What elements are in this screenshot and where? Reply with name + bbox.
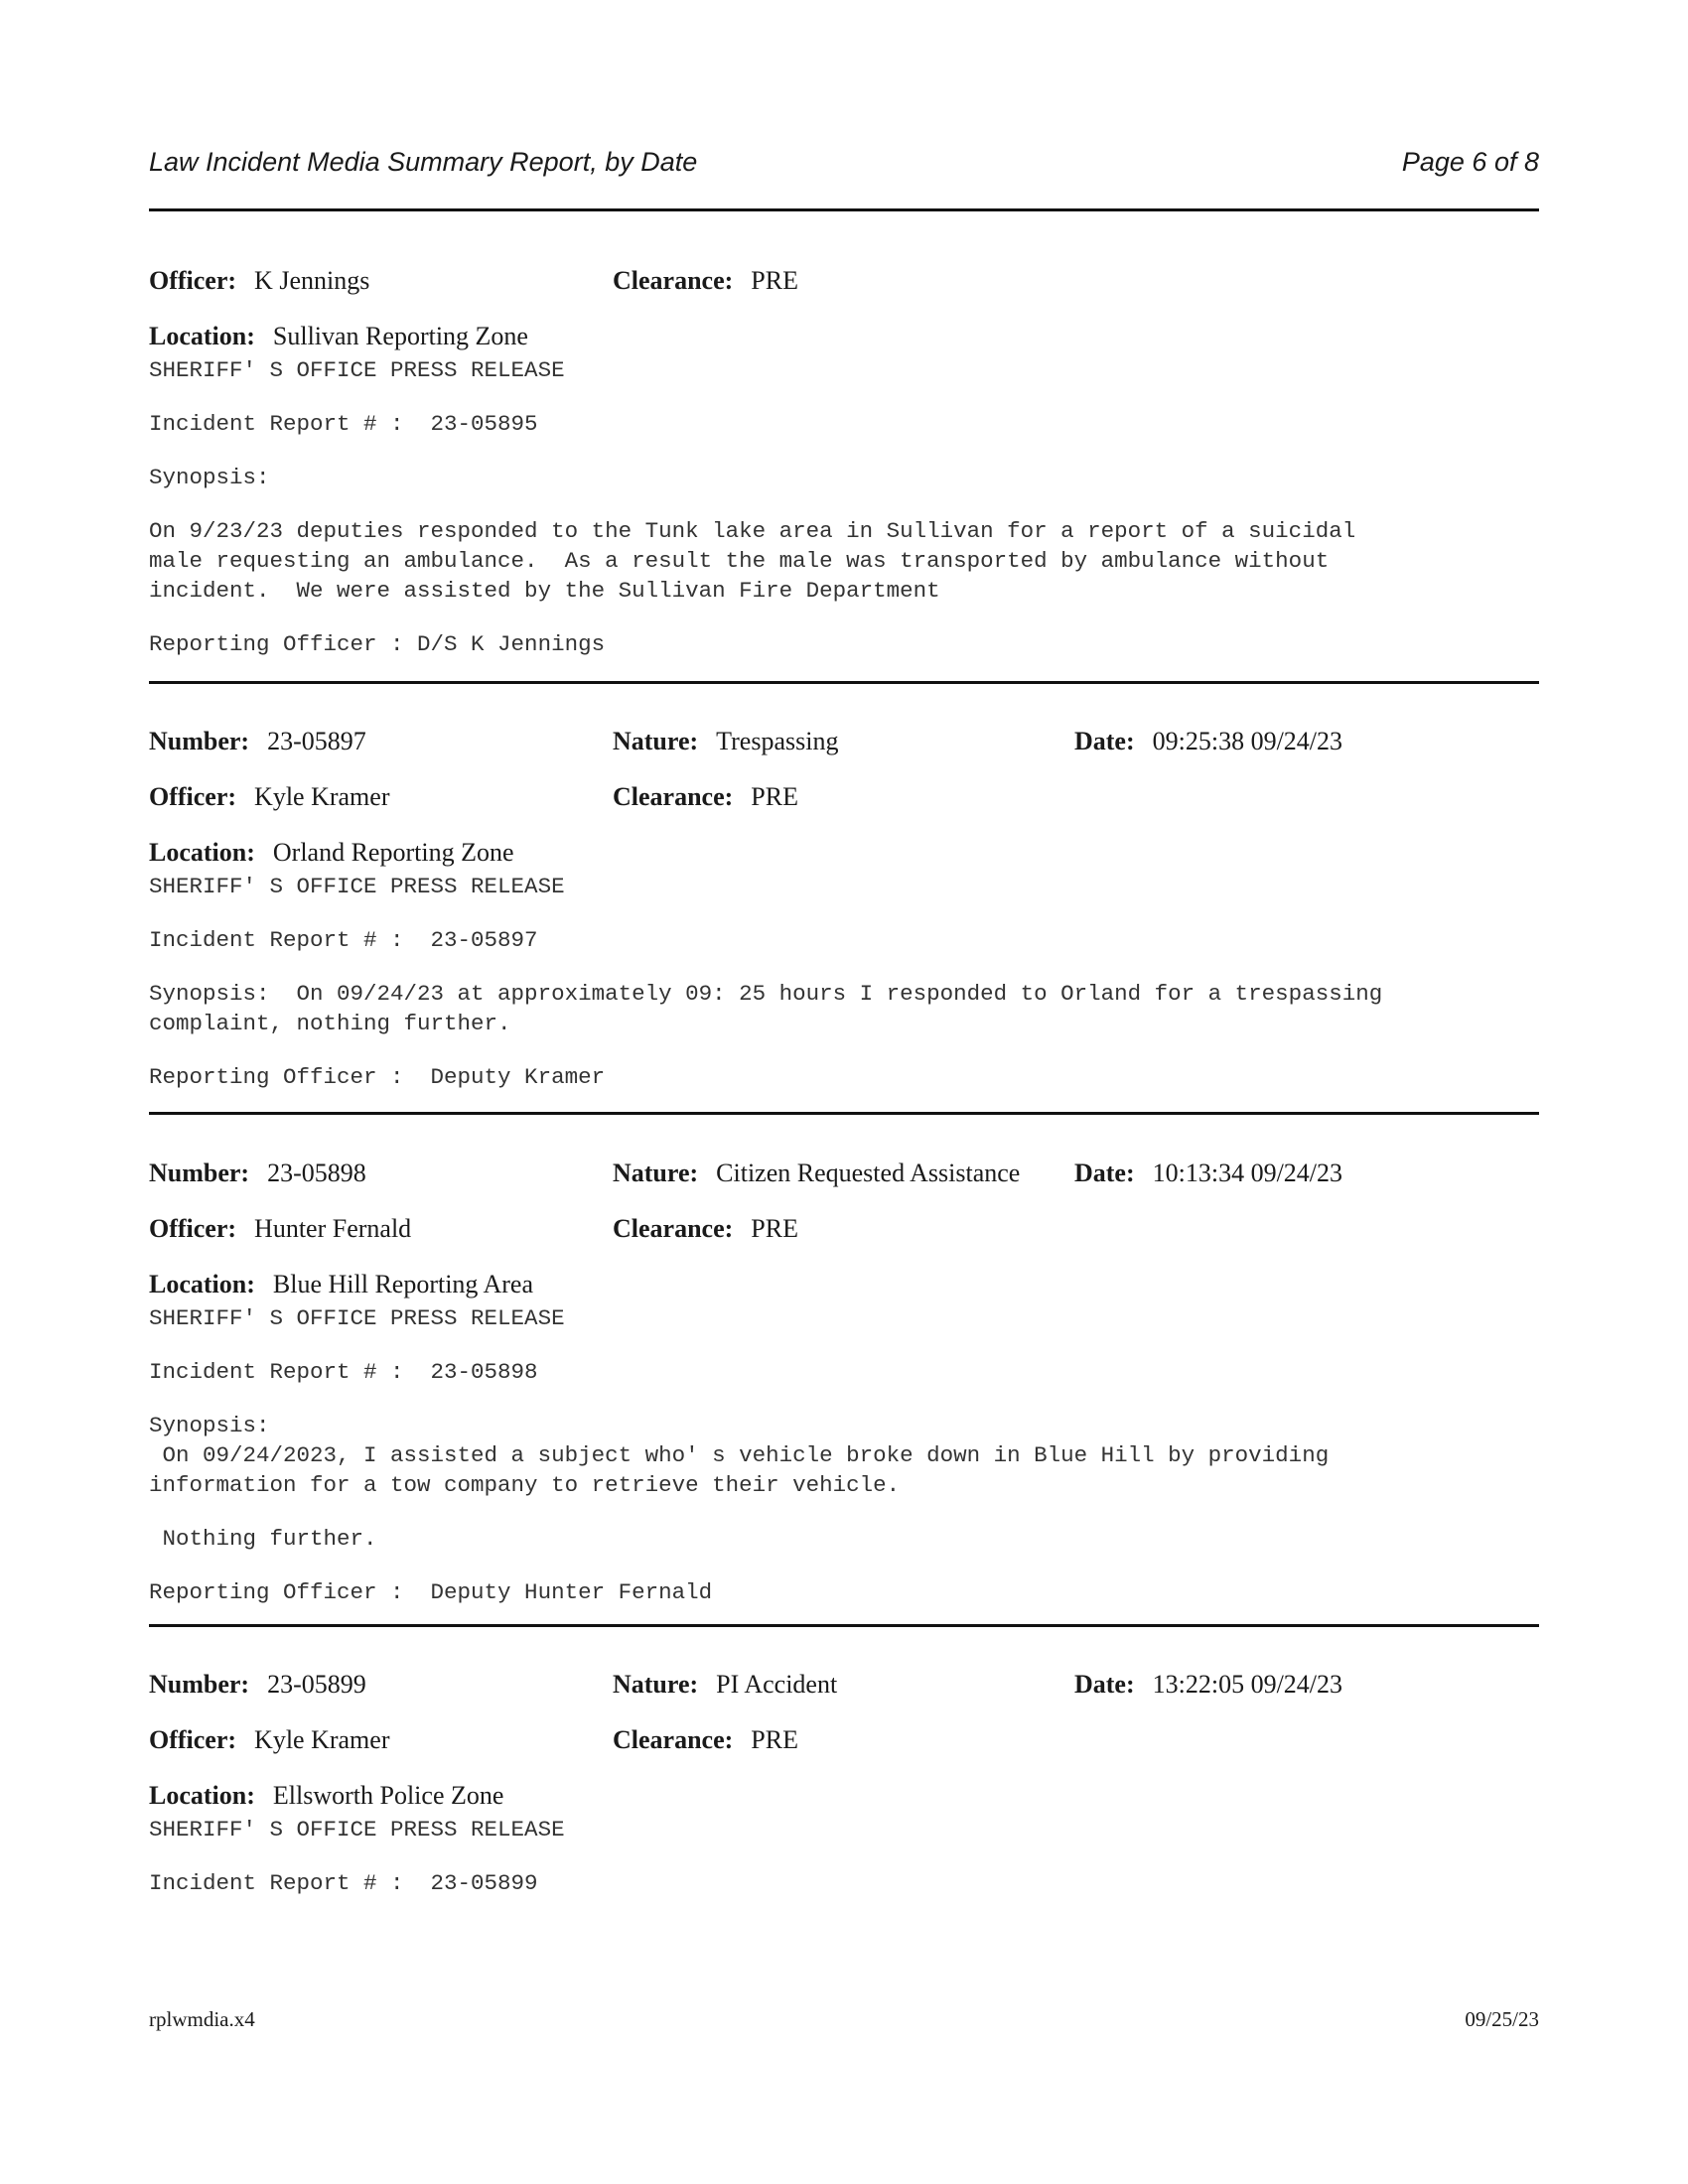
date-value: 10:13:34 09/24/23 — [1152, 1159, 1343, 1187]
date-value: 13:22:05 09/24/23 — [1152, 1670, 1343, 1699]
page-number: Page 6 of 8 — [1401, 147, 1539, 177]
number-field: Number: 23-05898 — [149, 1159, 366, 1187]
location-field: Location: Ellsworth Police Zone — [149, 1781, 504, 1810]
synopsis-label: Synopsis: — [149, 465, 270, 490]
press-release-line: SHERIFF' S OFFICE PRESS RELEASE — [149, 1305, 565, 1331]
nature-value: PI Accident — [716, 1670, 838, 1699]
nature-value: Citizen Requested Assistance — [716, 1159, 1021, 1187]
report-page — [149, 0, 1539, 2184]
officer-row — [149, 782, 1539, 822]
report-title: Law Incident Media Summary Report, by Date — [149, 147, 698, 177]
number-row — [149, 1159, 1539, 1198]
officer-field: Officer: K Jennings — [149, 266, 370, 295]
officer-field: Officer: Hunter Fernald — [149, 1214, 412, 1243]
officer-value: Kyle Kramer — [254, 782, 390, 811]
location-field: Location: Orland Reporting Zone — [149, 838, 514, 867]
location-row — [149, 1781, 1539, 1815]
synopsis-text: Synopsis: On 09/24/23 at approximately 09: 25 hours I responded to Orland for a trespassing complaint, nothing further. — [149, 981, 1383, 1036]
date-value: 09:25:38 09/24/23 — [1152, 727, 1343, 755]
press-release-line: SHERIFF' S OFFICE PRESS RELEASE — [149, 874, 565, 899]
clearance-field: Clearance: PRE — [613, 1725, 798, 1754]
press-release-line: SHERIFF' S OFFICE PRESS RELEASE — [149, 357, 565, 383]
officer-row — [149, 1214, 1539, 1254]
number-value: 23-05899 — [267, 1670, 366, 1699]
officer-row — [149, 266, 1539, 306]
clearance-field: Clearance: PRE — [613, 1214, 798, 1243]
incident-record — [149, 727, 1539, 1092]
officer-field: Officer: Kyle Kramer — [149, 1725, 390, 1754]
incident-record — [149, 266, 1539, 659]
number-row — [149, 727, 1539, 766]
date-field: Date: 13:22:05 09/24/23 — [1074, 1670, 1343, 1699]
clearance-field: Clearance: PRE — [613, 266, 798, 295]
record-divider — [149, 1624, 1539, 1627]
officer-value: Kyle Kramer — [254, 1725, 390, 1754]
number-value: 23-05897 — [267, 727, 366, 755]
location-value: Orland Reporting Zone — [272, 838, 514, 867]
report-header — [149, 147, 1539, 187]
location-row — [149, 322, 1539, 355]
date-field: Date: 10:13:34 09/24/23 — [1074, 1159, 1343, 1187]
number-field: Number: 23-05897 — [149, 727, 366, 755]
location-row — [149, 1270, 1539, 1303]
incident-report-number: Incident Report # : 23-05897 — [149, 927, 538, 953]
nature-field: Nature: PI Accident — [613, 1670, 838, 1699]
nature-value: Trespassing — [716, 727, 839, 755]
incident-record — [149, 1159, 1539, 1607]
reporting-officer: Reporting Officer : Deputy Kramer — [149, 1064, 606, 1090]
officer-field: Officer: Kyle Kramer — [149, 782, 390, 811]
press-release-line: SHERIFF' S OFFICE PRESS RELEASE — [149, 1817, 565, 1843]
clearance-value: PRE — [751, 1214, 798, 1243]
footer-print-date: 09/25/23 — [1465, 2007, 1539, 2031]
incident-record — [149, 1670, 1539, 1898]
synopsis-text: On 9/23/23 deputies responded to the Tunk lake area in Sullivan for a report of a suicidal male requesting an ambulance. As a result the male was transported by ambulance without incident. We were assisted by the Sullivan Fire Department — [149, 518, 1356, 604]
location-value: Sullivan Reporting Zone — [272, 322, 528, 350]
reporting-officer: Reporting Officer : Deputy Hunter Fernald — [149, 1579, 713, 1605]
officer-value: K Jennings — [254, 266, 370, 295]
record-divider — [149, 1112, 1539, 1115]
reporting-officer: Reporting Officer : D/S K Jennings — [149, 631, 606, 657]
record-divider — [149, 681, 1539, 684]
nature-field: Nature: Citizen Requested Assistance — [613, 1159, 1021, 1187]
clearance-value: PRE — [751, 266, 798, 295]
footer-report-code: rplwmdia.x4 — [149, 2007, 255, 2031]
incident-report-number: Incident Report # : 23-05898 — [149, 1359, 538, 1385]
number-value: 23-05898 — [267, 1159, 366, 1187]
synopsis-text: Synopsis: On 09/24/2023, I assisted a subject who' s vehicle broke down in Blue Hill by providing information for a tow company to retrieve their vehicle. — [149, 1413, 1330, 1498]
location-value: Ellsworth Police Zone — [272, 1781, 504, 1810]
incident-report-number: Incident Report # : 23-05895 — [149, 411, 538, 437]
incident-report-number: Incident Report # : 23-05899 — [149, 1870, 538, 1896]
clearance-value: PRE — [751, 782, 798, 811]
number-field: Number: 23-05899 — [149, 1670, 366, 1699]
nature-field: Nature: Trespassing — [613, 727, 839, 755]
location-value: Blue Hill Reporting Area — [272, 1270, 534, 1298]
clearance-value: PRE — [751, 1725, 798, 1754]
synopsis-extra: Nothing further. — [149, 1526, 377, 1552]
location-row — [149, 838, 1539, 872]
clearance-field: Clearance: PRE — [613, 782, 798, 811]
officer-value: Hunter Fernald — [254, 1214, 412, 1243]
officer-row — [149, 1725, 1539, 1765]
number-row — [149, 1670, 1539, 1709]
location-field: Location: Blue Hill Reporting Area — [149, 1270, 534, 1298]
header-rule — [149, 208, 1539, 211]
date-field: Date: 09:25:38 09/24/23 — [1074, 727, 1343, 755]
location-field: Location: Sullivan Reporting Zone — [149, 322, 528, 350]
